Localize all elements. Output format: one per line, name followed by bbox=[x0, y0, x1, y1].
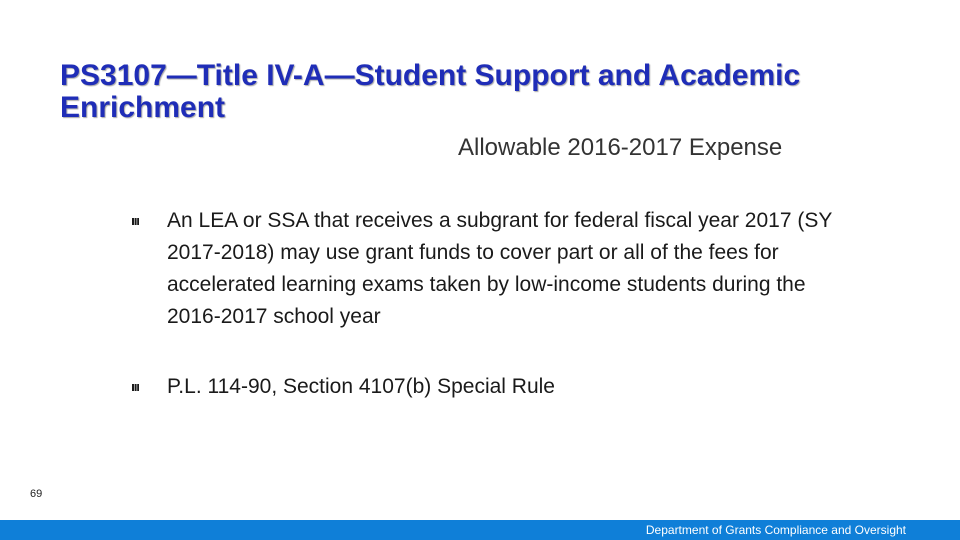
footer-text: Department of Grants Compliance and Oversight bbox=[645, 523, 906, 537]
bullet-text: An LEA or SSA that receives a subgrant for federal fiscal year 2017 (SY 2017-2018) may use grant funds to cover part or all of the fees for accelerated learning exams taken by low-income students during the 2016-2017 school year bbox=[167, 209, 832, 328]
quote-bullet-icon bbox=[132, 384, 139, 391]
bullet-list bbox=[132, 205, 852, 403]
footer-bar bbox=[0, 520, 960, 540]
slide-title: PS3107—Title IV-A—Student Support and Academic Enrichment bbox=[60, 59, 801, 124]
quote-bullet-icon bbox=[132, 218, 139, 225]
bullet-item bbox=[132, 371, 852, 403]
slide-subtitle: Allowable 2016-2017 Expense bbox=[458, 134, 783, 161]
bullet-item bbox=[132, 205, 852, 333]
bullet-text: P.L. 114-90, Section 4107(b) Special Rule bbox=[167, 375, 555, 398]
page-number: 69 bbox=[30, 488, 43, 500]
